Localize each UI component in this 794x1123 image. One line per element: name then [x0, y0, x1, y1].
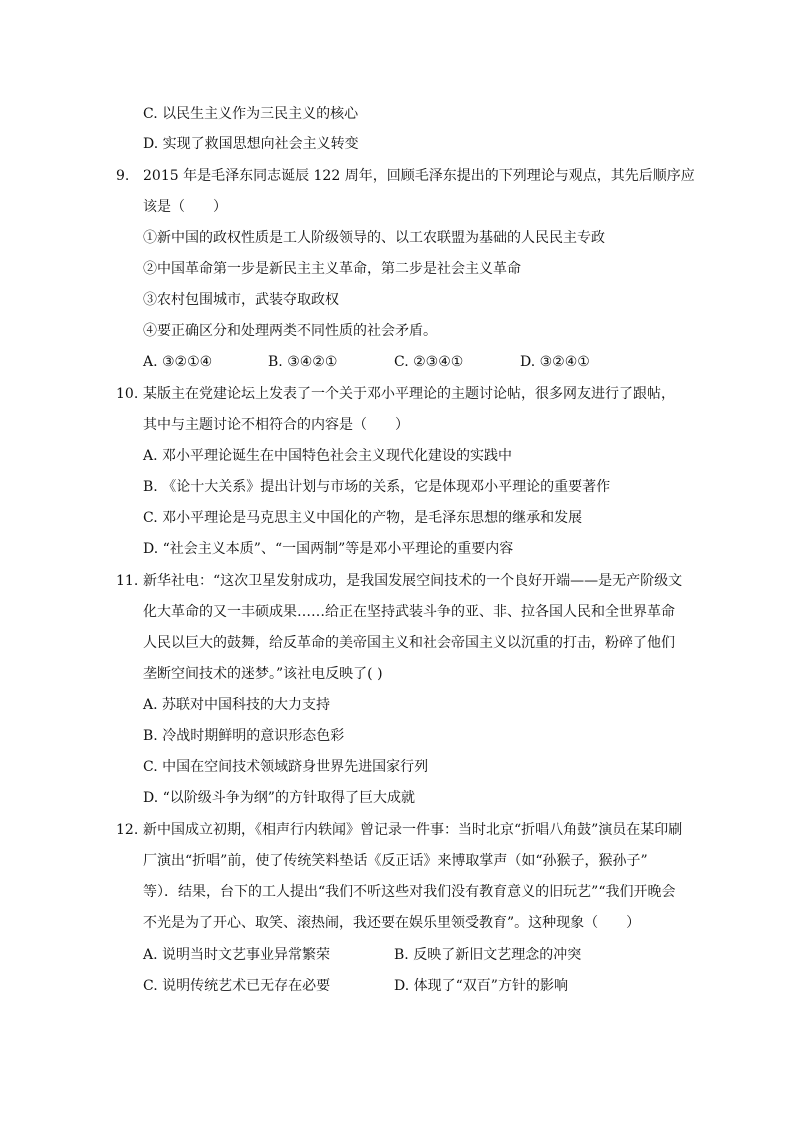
question-9-item-2: ②中国革命第一步是新民主主义革命，第二步是社会主义革命: [143, 261, 521, 277]
question-10-option-b: B. 《论十大关系》提出计划与市场的关系，它是体现邓小平理论的重要著作: [143, 479, 611, 495]
question-12-stem-line-2: 厂演出“折唱”前，使了传统笑料垫话《反正话》来博取掌声（如“孙猴子，猴孙子”: [143, 853, 648, 869]
question-9-option-a: A. ③②①④: [143, 354, 213, 370]
question-9-stem-line-1: 2015 年是毛泽东同志诞辰 122 周年，回顾毛泽东提出的下列理论与观点，其先后顺序应: [143, 168, 695, 184]
question-12-option-b: B. 反映了新旧文艺理念的冲突: [394, 947, 582, 963]
question-12-option-a: A. 说明当时文艺事业异常繁荣: [143, 947, 331, 963]
question-11-stem-line-3: 人民以巨大的鼓舞，给反革命的美帝国主义和社会帝国主义以沉重的打击，粉碎了他们: [143, 635, 675, 651]
question-12-number: 12.: [116, 822, 139, 838]
question-9-stem-line-2: 该是（ ）: [143, 199, 227, 215]
question-12-stem-line-3: 等）．结果，台下的工人提出“我们不听这些对我们没有教育意义的旧玩艺”“我们开晚会: [143, 884, 676, 900]
question-11-stem-line-2: 化大革命的又一丰硕成果……给正在坚持武装斗争的亚、非、拉各国人民和全世界革命: [143, 604, 675, 620]
question-9-item-3: ③农村包围城市，武装夺取政权: [143, 292, 339, 308]
question-10-number: 10.: [116, 386, 139, 402]
question-9-item-4: ④要正确区分和处理两类不同性质的社会矛盾。: [143, 323, 437, 339]
question-11-stem-line-4: 垄断空间技术的迷梦。”该社电反映了( ): [143, 666, 383, 682]
question-9-number: 9.: [116, 168, 130, 184]
prev-question-option-c: C. 以民生主义作为三民主义的核心: [143, 106, 359, 122]
question-10-option-d: D. “社会主义本质”、“一国两制”等是邓小平理论的重要内容: [143, 541, 514, 557]
question-11-option-a: A. 苏联对中国科技的大力支持: [143, 697, 331, 713]
question-10-option-a: A. 邓小平理论诞生在中国特色社会主义现代化建设的实践中: [143, 448, 513, 464]
question-9-option-c: C. ②③④①: [394, 354, 464, 370]
question-12-option-d: D. 体现了“双百”方针的影响: [394, 978, 568, 994]
question-11-option-d: D. “以阶级斗争为纲”的方针取得了巨大成就: [143, 790, 415, 806]
prev-question-option-d: D. 实现了救国思想向社会主义转变: [143, 136, 359, 152]
question-10-stem-line-1: 某版主在党建论坛上发表了一个关于邓小平理论的主题讨论帖，很多网友进行了跟帖，: [143, 386, 675, 402]
question-11-number: 11.: [116, 573, 139, 589]
question-12-stem-line-1: 新中国成立初期，《相声行内轶闻》曾记录一件事：当时北京“折唱八角鼓”演员在某印刷: [143, 822, 683, 838]
question-9-option-d: D. ③②④①: [520, 354, 590, 370]
question-12-option-c: C. 说明传统艺术已无存在必要: [143, 978, 331, 994]
question-10-option-c: C. 邓小平理论是马克思主义中国化的产物，是毛泽东思想的继承和发展: [143, 510, 583, 526]
question-9-option-b: B. ③④②①: [268, 354, 338, 370]
question-10-stem-line-2: 其中与主题讨论不相符合的内容是（ ）: [143, 417, 409, 433]
question-11-option-b: B. 冷战时期鲜明的意识形态色彩: [143, 728, 345, 744]
question-12-stem-line-4: 不光是为了开心、取笑、滚热闹，我还要在娱乐里领受教育”。这种现象（ ）: [143, 915, 641, 931]
question-11-option-c: C. 中国在空间技术领域跻身世界先进国家行列: [143, 759, 429, 775]
question-9-item-1: ①新中国的政权性质是工人阶级领导的、以工农联盟为基础的人民民主专政: [143, 230, 605, 246]
question-11-stem-line-1: 新华社电：“这次卫星发射成功，是我国发展空间技术的一个良好开端——是无产阶级文: [143, 573, 683, 589]
